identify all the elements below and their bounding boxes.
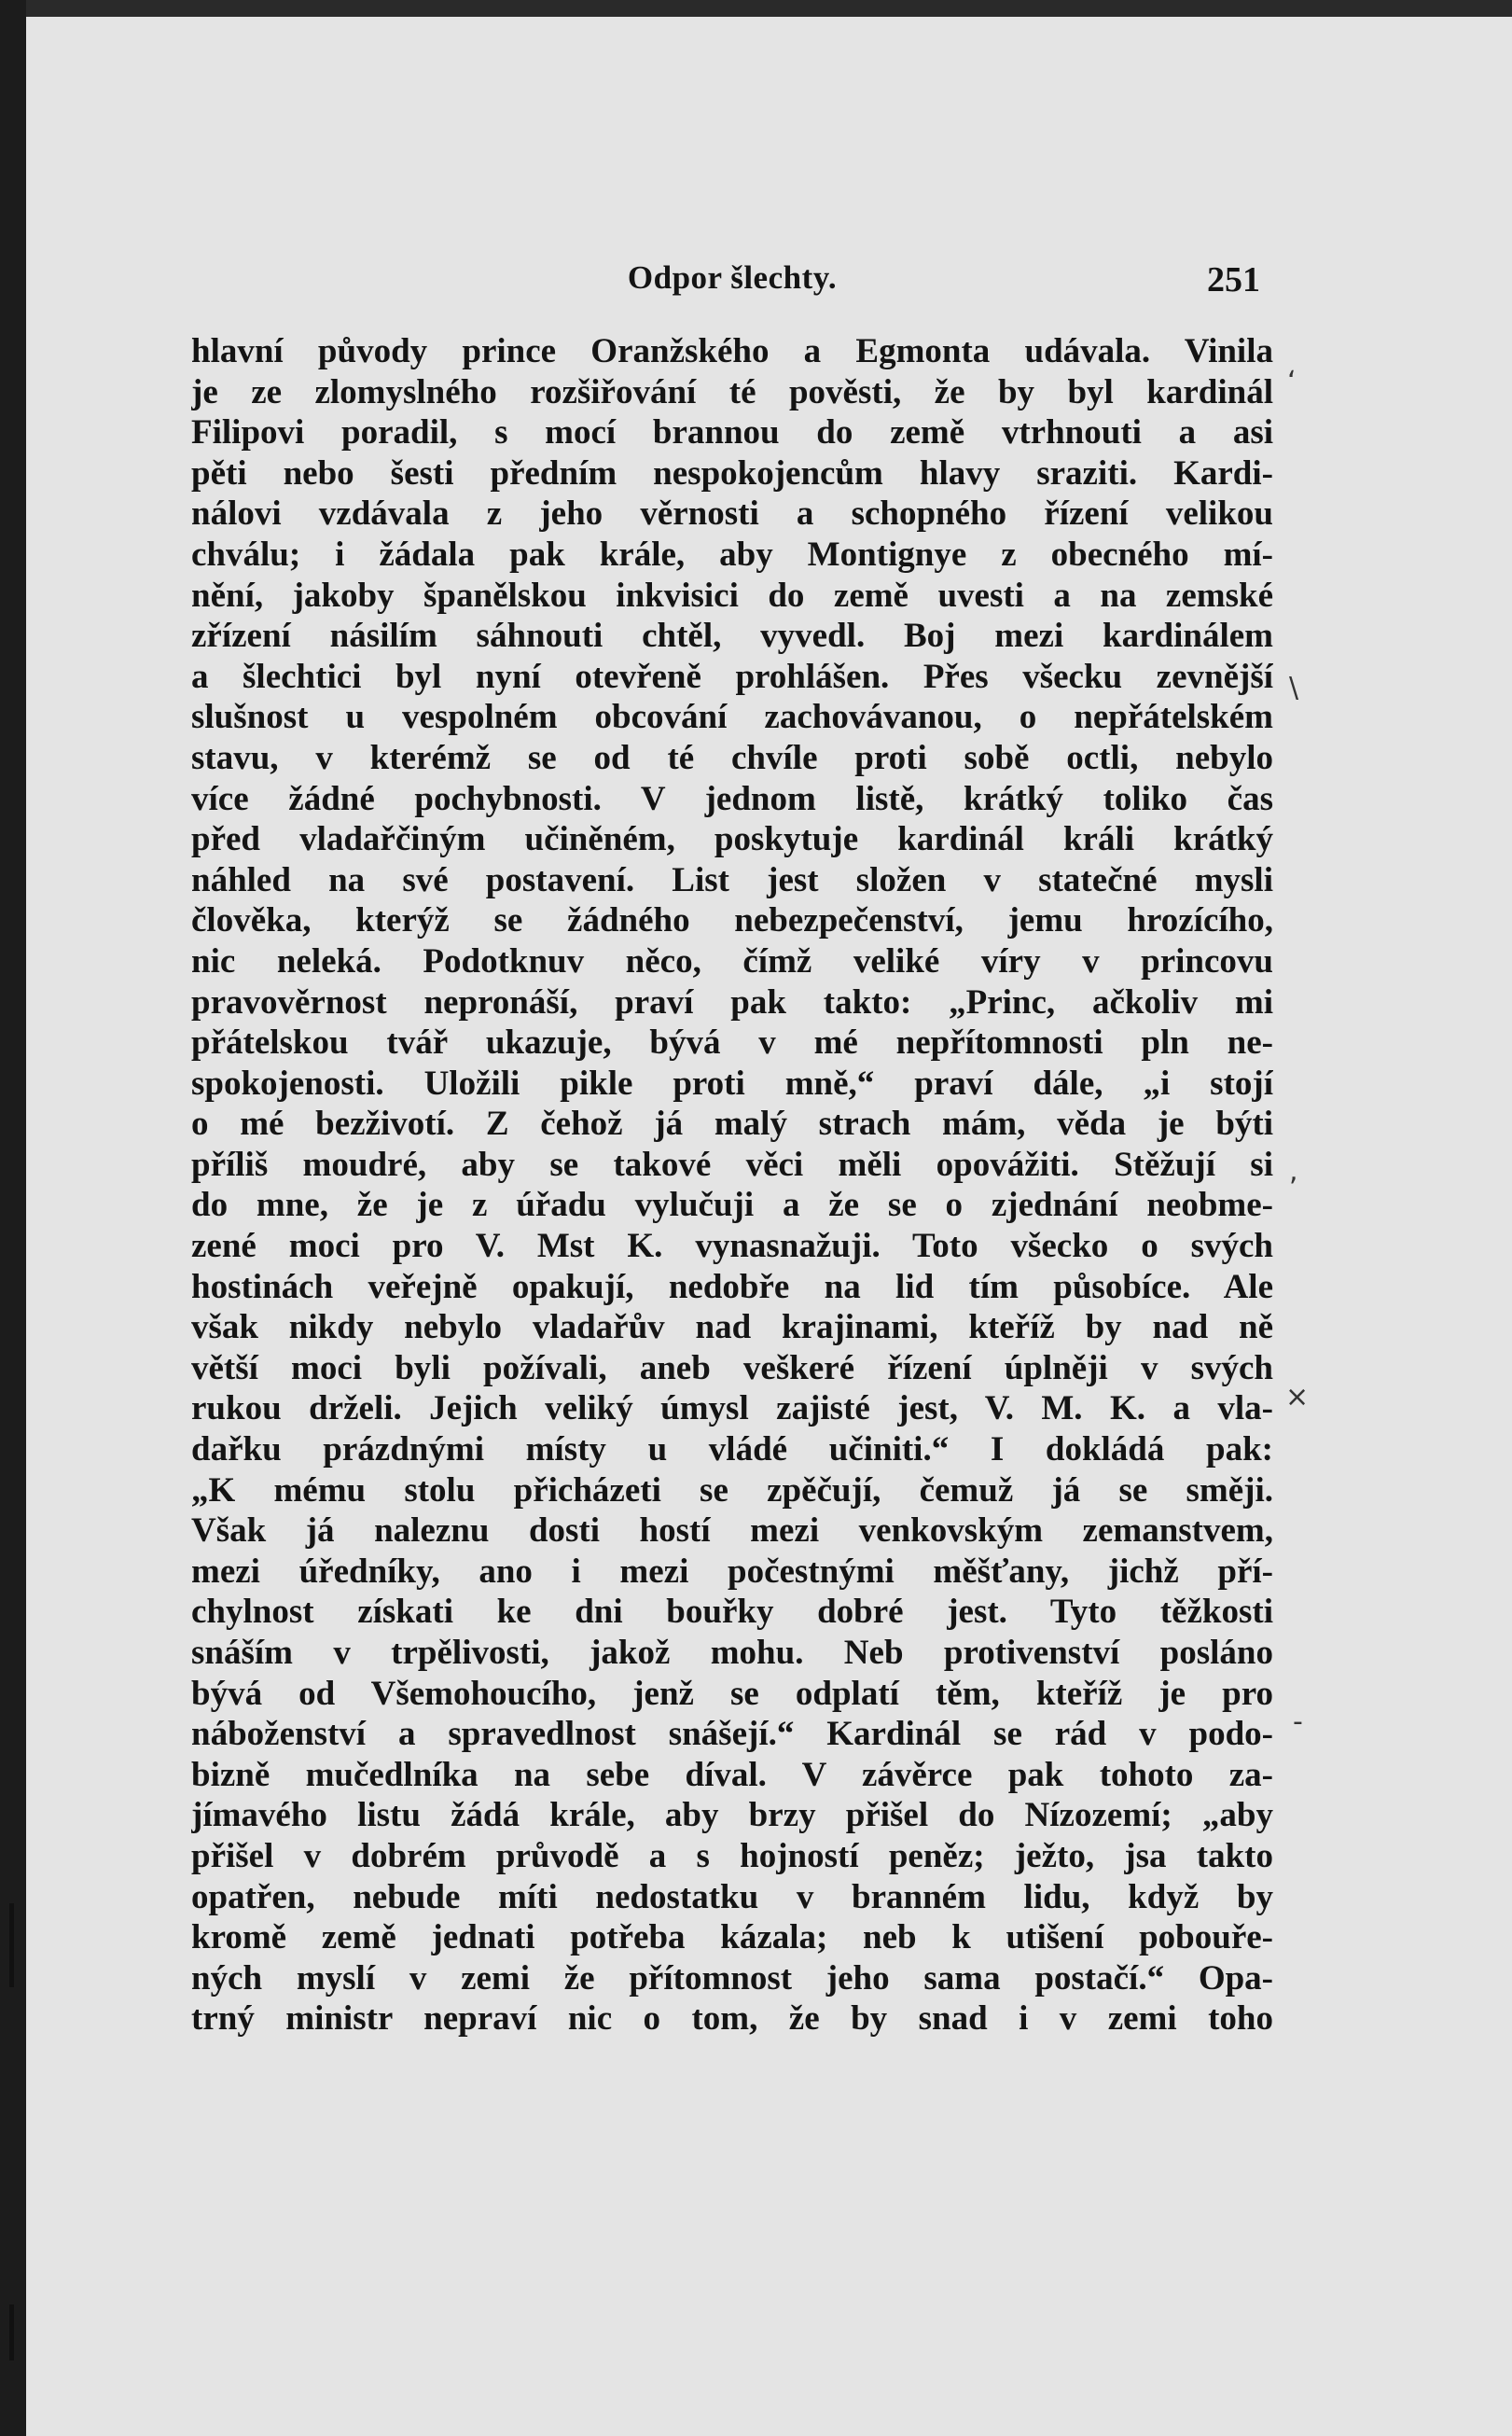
text-line: více žádné pochybnosti. V jednom listě, krátký toliko čas xyxy=(191,779,1273,818)
page-header xyxy=(191,259,1273,306)
margin-mark: \ xyxy=(1289,672,1299,704)
text-line: zřízení násilím sáhnouti chtěl, vyvedl. Boj mezi kardinálem xyxy=(191,617,1273,656)
running-head: Odpor šlechty. xyxy=(627,259,838,296)
text-line: hostinách veřejně opakují, nedobře na lid tím působíce. Ale xyxy=(191,1267,1273,1306)
text-line: kromě země jednati potřeba kázala; neb k utišení pobouře- xyxy=(191,1918,1273,1957)
text-line: pravověrnost nepronáší, praví pak takto: „Princ, ačkoliv mi xyxy=(191,982,1273,1022)
text-line: příliš moudré, aby se takové věci měli opovážiti. Stěžují si xyxy=(191,1145,1273,1184)
text-line: o mé bezživotí. Z čehož já malý strach mám, věda je býti xyxy=(191,1105,1273,1144)
text-line: Filipovi poradil, s mocí brannou do země vtrhnouti a asi xyxy=(191,413,1273,452)
spine-mark xyxy=(9,1903,14,1987)
page-number: 251 xyxy=(1207,260,1260,299)
text-line: před vladařčiným učiněném, poskytuje kardinál králi krátký xyxy=(191,820,1273,859)
text-line: a šlechtici byl nyní otevřeně prohlášen. Přes všecku zevnější xyxy=(191,657,1273,696)
text-line: opatřen, nebude míti nedostatku v branném lidu, když by xyxy=(191,1877,1273,1916)
text-line: ných myslí v zemi že přítomnost jeho sama postačí.“ Opa- xyxy=(191,1958,1273,1998)
text-line: spokojenosti. Uložili pikle proti mně,“ praví dále, „i stojí xyxy=(191,1064,1273,1103)
text-line: jímavého listu žádá krále, aby brzy přišel do Nízozemí; „aby xyxy=(191,1796,1273,1835)
text-line: nic neleká. Podotknuv něco, čímž veliké víry v princovu xyxy=(191,941,1273,981)
margin-mark: × xyxy=(1285,1381,1310,1413)
scan-top-edge xyxy=(0,0,1512,17)
text-line: náboženství a spravedlnost snášejí.“ Kardinál se rád v podo- xyxy=(191,1715,1273,1754)
text-line: chválu; i žádala pak krále, aby Montignye z obecného mí- xyxy=(191,535,1273,574)
text-line: do mne, že je z úřadu vylučuji a že se o zjednání neobme- xyxy=(191,1186,1273,1225)
text-line: člověka, kterýž se žádného nebezpečenství, jemu hrozícího, xyxy=(191,901,1273,940)
text-line: přátelskou tvář ukazuje, bývá v mé nepřítomnosti pln ne- xyxy=(191,1023,1273,1063)
text-line: hlavní původy prince Oranžského a Egmonta udávala. Vinila xyxy=(191,332,1273,370)
scan-left-edge xyxy=(0,0,26,2436)
margin-mark: ‘ xyxy=(1287,366,1297,398)
text-line: nění, jakoby španělskou inkvisici do země uvesti a na zemské xyxy=(191,576,1273,615)
text-line: však nikdy nebylo vladařův nad krajinami, kteříž by nad ně xyxy=(191,1308,1273,1347)
body-text xyxy=(191,331,1273,2039)
text-line: náhled na své postavení. List jest složen v statečné mysli xyxy=(191,860,1273,899)
text-line: zené moci pro V. Mst K. vynasnažuji. Toto všecko o svých xyxy=(191,1227,1273,1266)
spine-mark xyxy=(9,2304,14,2360)
text-line: pěti nebo šesti předním nespokojencům hlavy sraziti. Kardi- xyxy=(191,453,1273,493)
text-line: slušnost u vespolném obcování zachovávanou, o nepřátelském xyxy=(191,698,1273,737)
text-line: stavu, v kterémž se od té chvíle proti sobě octli, nebylo xyxy=(191,738,1273,777)
text-line: přišel v dobrém průvodě a s hojností peněz; ježto, jsa takto xyxy=(191,1836,1273,1875)
text-line: Však já naleznu dosti hostí mezi venkovským zemanstvem, xyxy=(191,1511,1273,1551)
text-line: je ze zlomyslného rozšiřování té pověsti, že by byl kardinál xyxy=(191,372,1273,411)
text-line: bývá od Všemohoucího, jenž se odplatí těm, kteříž je pro xyxy=(191,1674,1273,1713)
text-line: větší moci byli požívali, aneb veškeré řízení úplněji v svých xyxy=(191,1348,1273,1387)
text-line: rukou drželi. Jejich veliký úmysl zajisté jest, V. M. K. a vla- xyxy=(191,1389,1273,1428)
text-line: snáším v trpělivosti, jakož mohu. Neb protivenství posláno xyxy=(191,1634,1273,1672)
margin-mark: - xyxy=(1293,1705,1303,1738)
text-line: chylnost získati ke dni bouřky dobré jest. Tyto těžkosti xyxy=(191,1593,1273,1632)
text-line: nálovi vzdávala z jeho věrnosti a schopného řízení velikou xyxy=(191,494,1273,534)
text-line: mezi úředníky, ano i mezi počestnými měšťany, jichž pří- xyxy=(191,1552,1273,1591)
text-line: dařku prázdnými místy u vládé učiniti.“ I dokládá pak: xyxy=(191,1430,1273,1469)
text-line: „K mému stolu přicházeti se zpěčují, čemuž já se směji. xyxy=(191,1470,1273,1510)
margin-mark: , xyxy=(1289,1155,1298,1188)
text-line: trný ministr nepraví nic o tom, že by snad i v zemi toho xyxy=(191,1999,1273,2039)
text-line: bizně mučedlníka na sebe díval. V závěrce pak tohoto za- xyxy=(191,1755,1273,1794)
